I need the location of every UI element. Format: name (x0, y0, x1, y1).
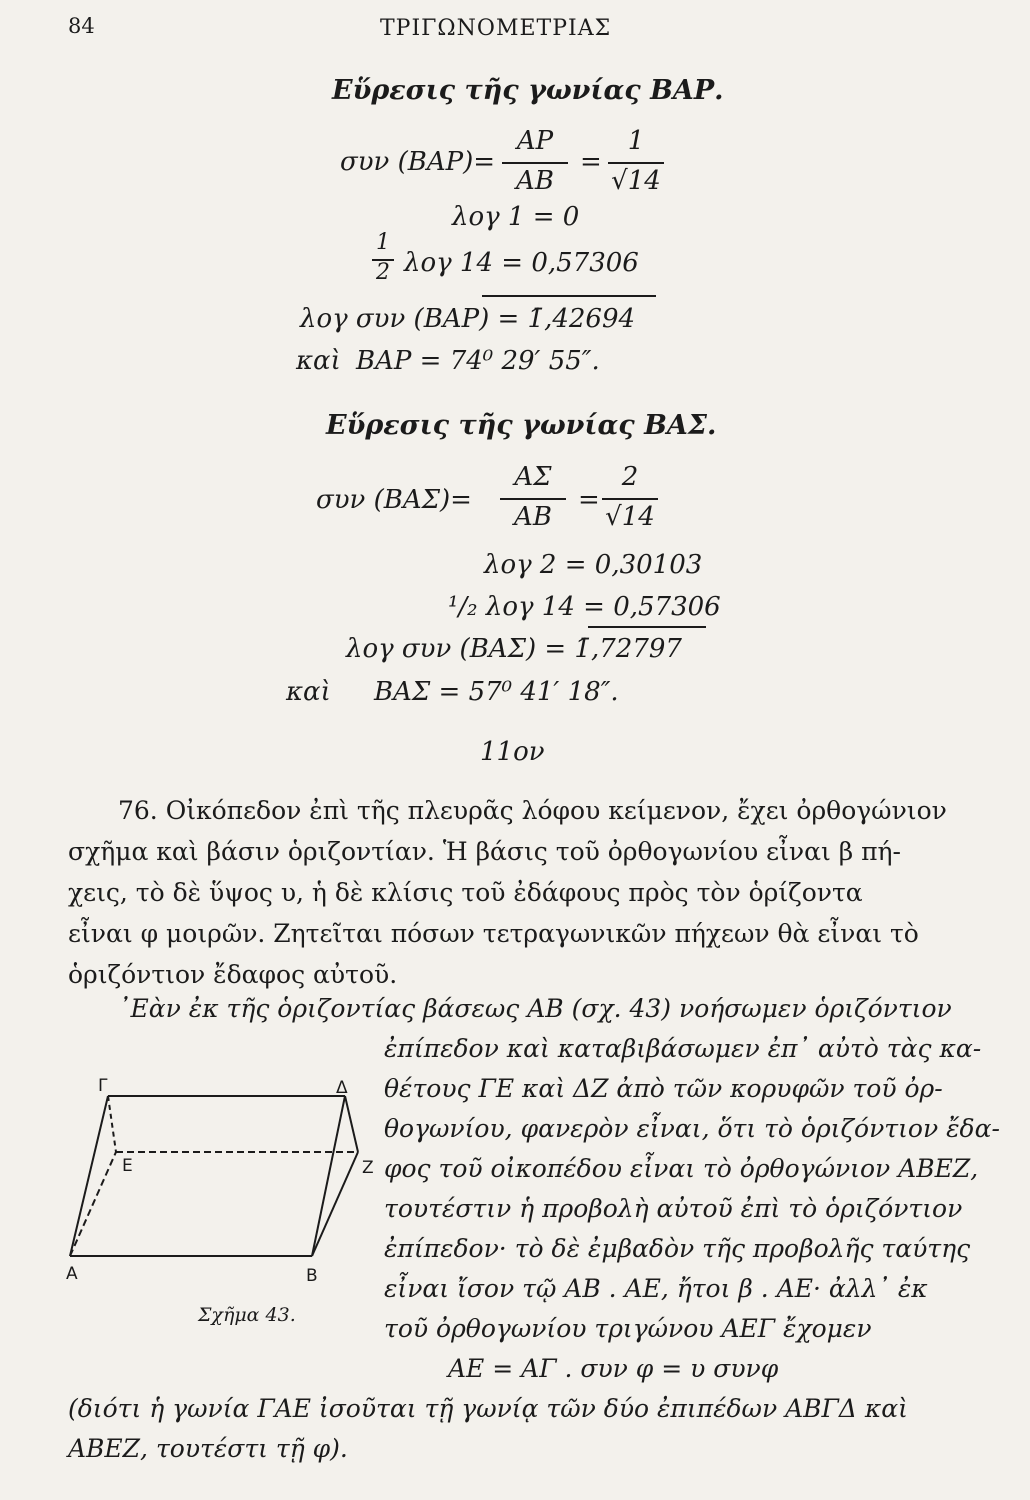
section1-frac1-num: ΑΡ (516, 126, 554, 156)
fig-label-z: Ζ (362, 1158, 374, 1178)
section1-log1: λογ 1 = 0 (452, 202, 580, 232)
problem-line-4: εἶναι φ μοιρῶν. Ζητεῖται πόσων τετραγωνικῶν πήχεων θὰ εἶναι τὸ (68, 919, 919, 948)
section2-eq: = (578, 485, 600, 515)
page-number: 84 (68, 14, 95, 38)
problem-line-2: σχῆμα καὶ βάσιν ὁριζοντίαν. Ἡ βάσις τοῦ ὀρθογωνίου εἶναι β πή- (68, 837, 901, 866)
problem-number-heading: 11ον (480, 737, 545, 767)
section2-frac2-bar (602, 498, 658, 500)
solution-first-line: ᾿Εὰν ἐκ τῆς ὁριζοντίας βάσεως ΑΒ (σχ. 43) νοήσωμεν ὁριζόντιον (118, 994, 952, 1023)
fig-label-a: Α (66, 1264, 78, 1284)
section1-angle: ΒΑΡ = 74⁰ 29′ 55″. (356, 346, 600, 376)
solution-line-7: εἶναι ἴσον τῷ ΑΒ . ΑΕ, ἤτοι β . ΑΕ· ἀλλ᾿ ἐκ (384, 1274, 928, 1303)
section2-sum-line (588, 626, 706, 628)
solution-line-6: ἐπίπεδον· τὸ δὲ ἐμβαδὸν τῆς προβολῆς ταύτης (384, 1234, 971, 1263)
fig-edge-d-b (312, 1096, 345, 1256)
section1-frac2-num: 1 (627, 126, 645, 156)
section1-frac2-bar (608, 162, 664, 164)
section2-and: καὶ (286, 677, 331, 707)
solution-line-4: φος τοῦ οἰκοπέδου εἶναι τὸ ὀρθογώνιον ΑΒΕΖ, (384, 1154, 979, 1183)
section2-frac2-num: 2 (621, 462, 639, 492)
section1-half-den: 2 (376, 260, 390, 285)
section1-cos-label: συν (ΒΑΡ)= (340, 147, 496, 177)
solution-line-8: τοῦ ὀρθογωνίου τριγώνου ΑΕΓ ἔχομεν (384, 1314, 872, 1343)
running-head: ΤΡΙΓΩΝΟΜΕΤΡΙΑΣ (380, 16, 612, 41)
section1-sum-line (482, 295, 656, 297)
fig-label-e: Ε (122, 1156, 133, 1176)
section2-half-log14: ¹/₂ λογ 14 = 0,57306 (448, 592, 721, 622)
fig-edge-b-z (312, 1152, 358, 1256)
section2-logcos: λογ συν (ΒΑΣ) = 1̄,72797 (346, 634, 682, 664)
fig-label-d: Δ (336, 1078, 348, 1098)
fig-edge-g-a (70, 1096, 108, 1256)
solution-line-5: τουτέστιν ἡ προβολὴ αὐτοῦ ἐπὶ τὸ ὁριζόντιον (384, 1194, 963, 1223)
figure-caption: Σχῆμα 43. (198, 1304, 296, 1326)
section2-log2: λογ 2 = 0,30103 (484, 550, 703, 580)
section1-eq: = (580, 147, 602, 177)
solution-last-line-1: (διότι ἡ γωνία ΓΑΕ ἰσοῦται τῇ γωνίᾳ τῶν δύο ἐπιπέδων ΑΒΓΔ καὶ (68, 1394, 908, 1423)
solution-last-line-2: ΑΒΕΖ, τουτέστι τῇ φ). (68, 1434, 348, 1463)
section2-frac1-bar (500, 498, 566, 500)
section1-half-num: 1 (376, 230, 390, 255)
solution-line-3: θογωνίου, φανερὸν εἶναι, ὅτι τὸ ὁριζόντιον ἔδα- (384, 1114, 1000, 1143)
problem-line-3: χεις, τὸ δὲ ὕψος υ, ἡ δὲ κλίσις τοῦ ἐδάφους πρὸς τὸν ὁρίζοντα (68, 878, 863, 907)
section1-title: Εὕρεσις τῆς γωνίας ΒΑΡ. (332, 75, 724, 106)
solution-line-1: ἐπίπεδον καὶ καταβιβάσωμεν ἐπ᾿ αὐτὸ τὰς κα- (384, 1034, 982, 1063)
problem-line-5: ὁριζόντιον ἔδαφος αὐτοῦ. (68, 960, 398, 989)
solution-formula: ΑΕ = ΑΓ . συν φ = υ συνφ (448, 1354, 779, 1383)
fig-label-b: Β (306, 1266, 318, 1286)
section2-angle: ΒΑΣ = 57⁰ 41′ 18″. (374, 677, 619, 707)
fig-edge-d-z (345, 1096, 358, 1152)
fig-edge-a-e (70, 1152, 116, 1256)
fig-label-g: Γ (98, 1076, 108, 1096)
section2-cos-label: συν (ΒΑΣ)= (316, 485, 472, 515)
section1-and: καὶ (296, 346, 341, 376)
section2-frac1-den: ΑΒ (514, 502, 552, 532)
section2-frac1-num: ΑΣ (514, 462, 552, 492)
section1-logcos: λογ συν (ΒΑΡ) = 1̄,42694 (300, 304, 636, 334)
section1-frac2-den: √14 (611, 166, 661, 196)
section2-frac2-den: √14 (605, 502, 655, 532)
section1-log14: λογ 14 = 0,57306 (404, 248, 639, 278)
fig-edge-g-e (108, 1096, 116, 1152)
problem-line-1: 76. Οἰκόπεδον ἐπὶ τῆς πλευρᾶς λόφου κείμενον, ἔχει ὀρθογώνιον (118, 796, 947, 825)
section1-frac1-den: ΑΒ (516, 166, 554, 196)
section1-frac1-bar (502, 162, 568, 164)
section2-title: Εὕρεσις τῆς γωνίας ΒΑΣ. (326, 410, 717, 441)
solution-line-2: θέτους ΓΕ καὶ ΔΖ ἀπὸ τῶν κορυφῶν τοῦ ὀρ- (384, 1074, 943, 1103)
